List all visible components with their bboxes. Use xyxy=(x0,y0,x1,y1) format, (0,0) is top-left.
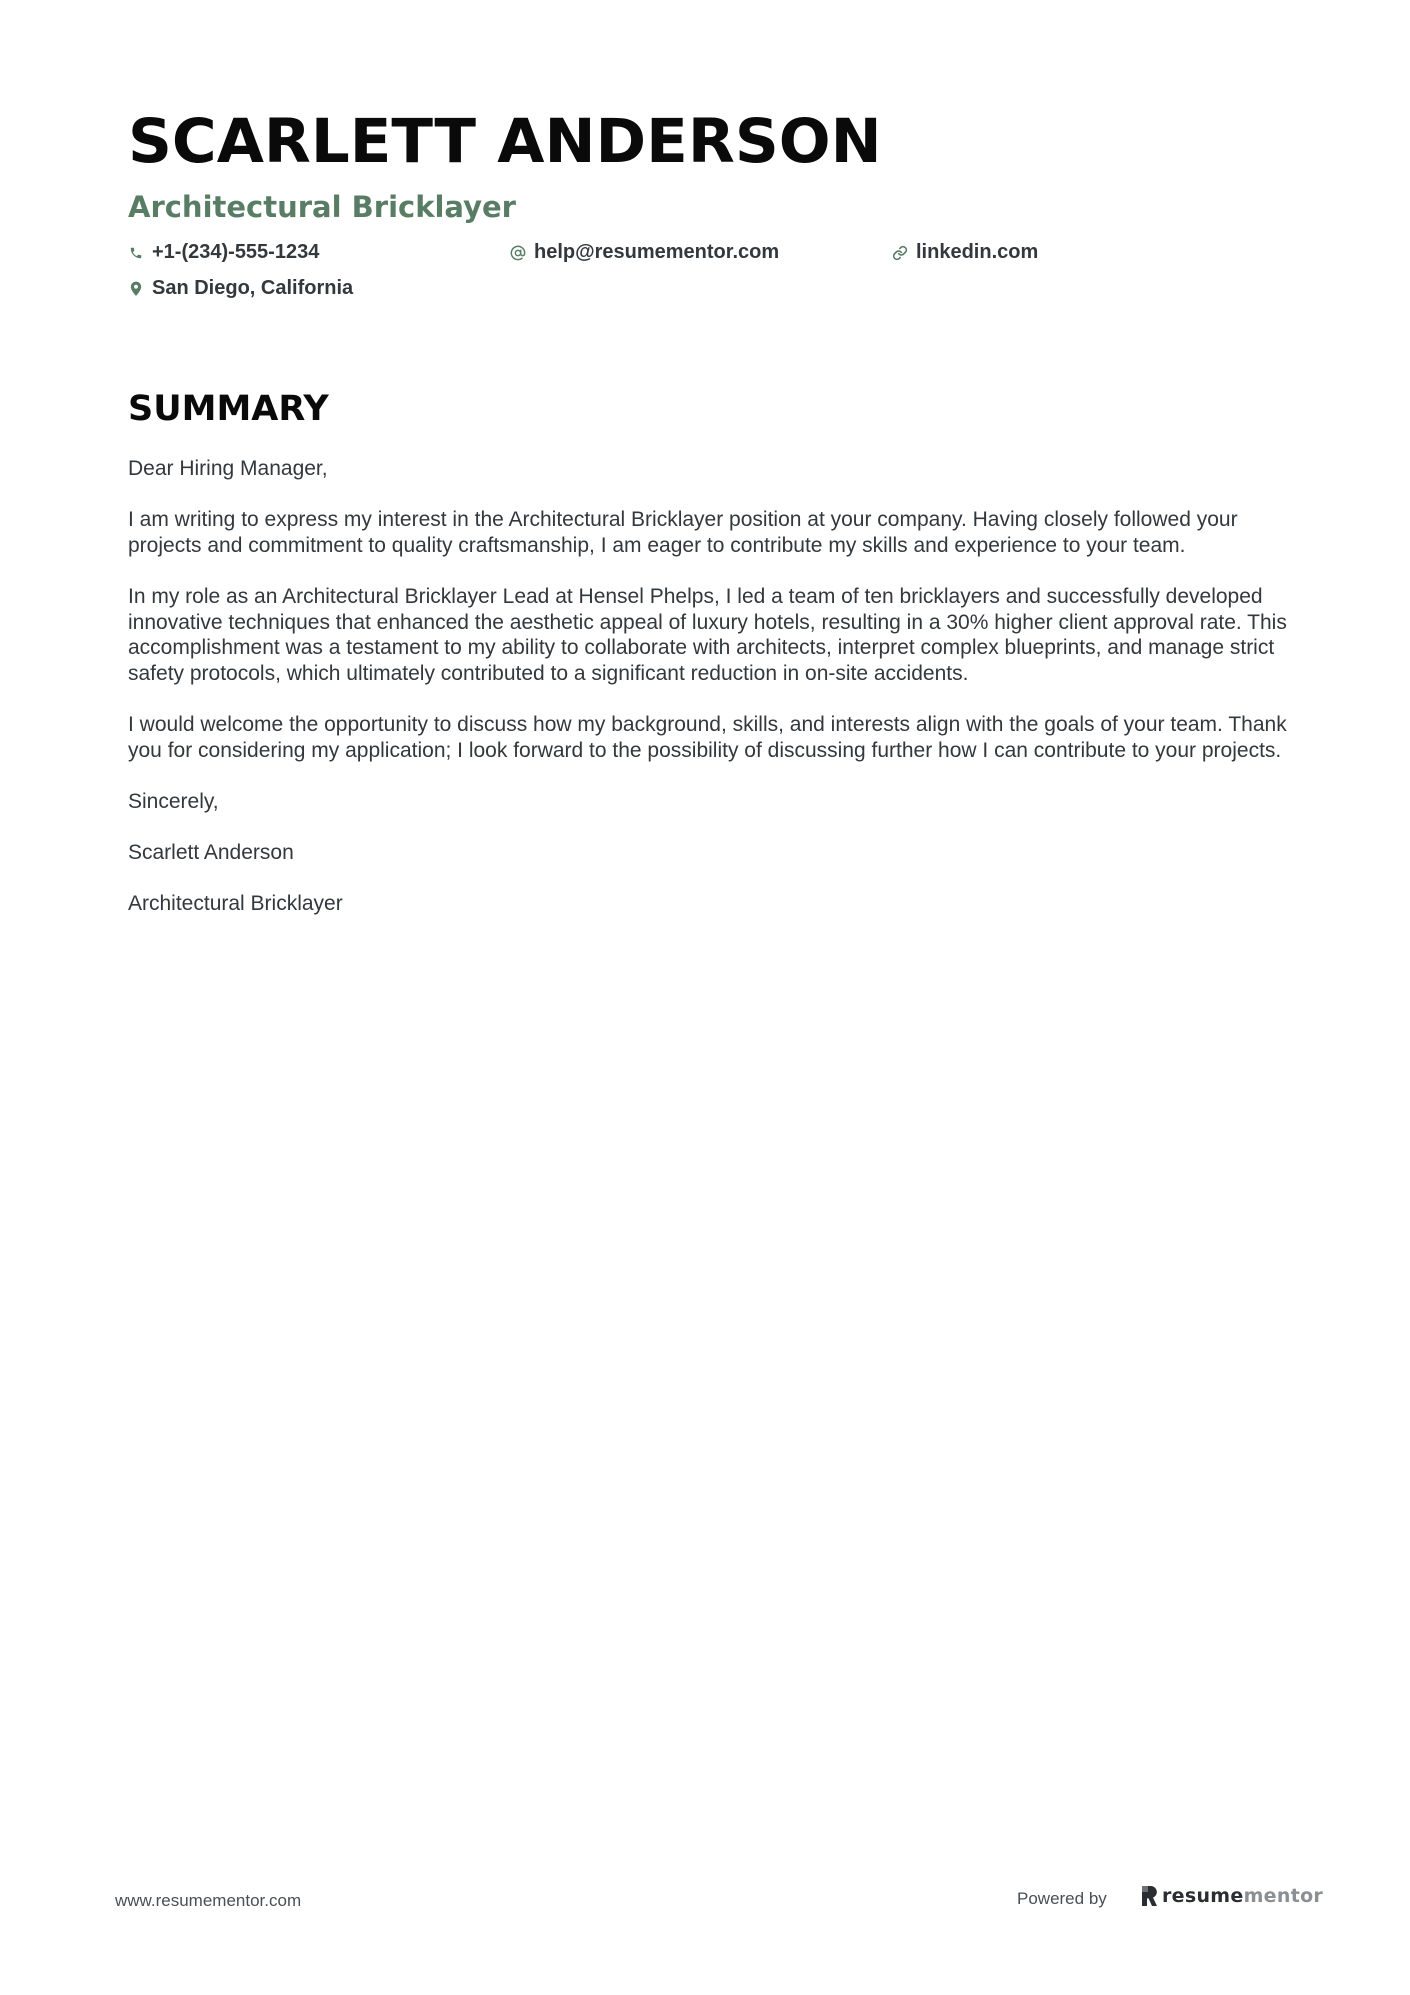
at-sign-icon xyxy=(510,245,526,261)
cover-letter-body xyxy=(128,456,1288,942)
link-icon xyxy=(892,245,908,261)
letter-closing: Sincerely, xyxy=(128,789,219,813)
letter-paragraph: I would welcome the opportunity to discuss how my background, skills, and interests align with the goals of your team. Thank you for considering my application; I look forward to the possibility of discussing further how I can contribute to your projects. xyxy=(128,712,1287,762)
contact-phone[interactable] xyxy=(128,241,319,264)
letter-signature-name: Scarlett Anderson xyxy=(128,840,294,864)
letter-paragraph: In my role as an Architectural Bricklayer Lead at Hensel Phelps, I led a team of ten bricklayers and successfully developed innovative techniques that enhanced the aesthetic appeal of luxury hotels, resulting in a 30% higher client approval rate. This accomplishment was a testament to my ability to collaborate with architects, interpret complex blueprints, and manage strict safety protocols, which ultimately contributed to a significant reduction in on-site accidents. xyxy=(128,584,1287,685)
candidate-name: SCARLETT ANDERSON xyxy=(128,106,882,177)
contact-location-text: San Diego, California xyxy=(152,277,354,299)
contact-email[interactable] xyxy=(510,241,779,264)
contact-email-text: help@resumementor.com xyxy=(534,241,780,263)
section-title: SUMMARY xyxy=(128,389,329,429)
letter-paragraph: I am writing to express my interest in the Architectural Bricklayer position at your company. Having closely followed your projects and commitment to quality craftsmanship, I am eager to contribute my skills and experience to your team. xyxy=(128,508,1238,557)
footer-brand-logo[interactable] xyxy=(1140,1885,1323,1907)
footer-website-link[interactable]: www.resumementor.com xyxy=(115,1891,302,1910)
contact-linkedin-text: linkedin.com xyxy=(916,241,1039,263)
candidate-role: Architectural Bricklayer xyxy=(128,190,516,224)
contact-location xyxy=(128,277,353,300)
letter-salutation: Dear Hiring Manager, xyxy=(128,457,328,480)
footer-powered-by: Powered by xyxy=(1017,1889,1107,1908)
phone-icon xyxy=(128,245,144,261)
brand-text-resume: resume xyxy=(1162,1885,1244,1907)
contact-linkedin[interactable] xyxy=(892,241,1038,264)
contact-phone-text: +1-(234)-555-1234 xyxy=(152,241,320,263)
brand-text-mentor: mentor xyxy=(1243,1885,1324,1907)
resumementor-logo-icon xyxy=(1140,1885,1158,1907)
map-pin-icon xyxy=(128,281,144,297)
letter-signature-title: Architectural Bricklayer xyxy=(128,892,343,916)
